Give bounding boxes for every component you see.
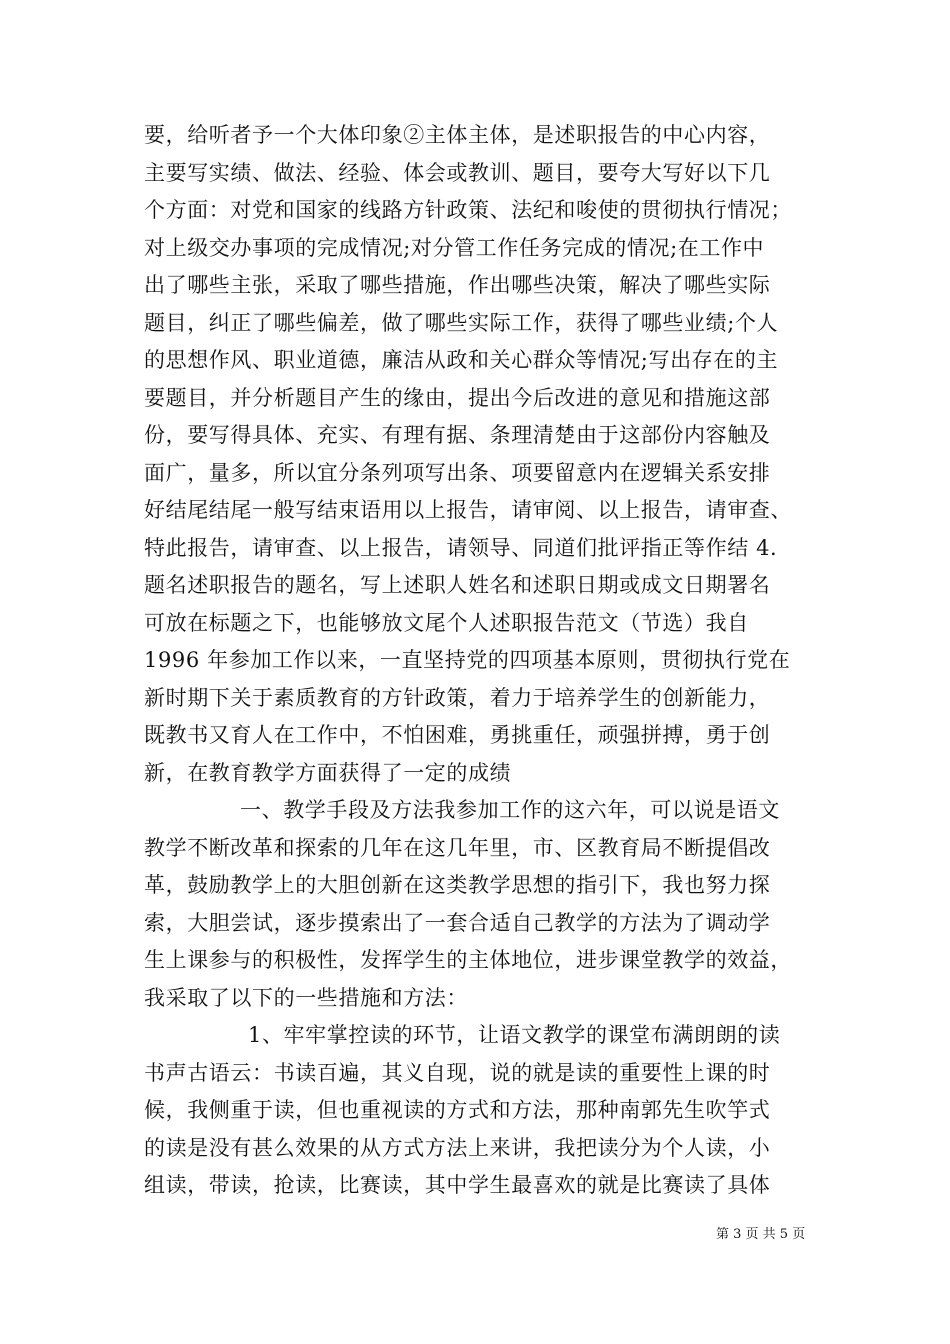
text-line: 好结尾结尾一般写结束语用以上报告，请审阅、以上报告，请审查、 bbox=[144, 498, 792, 522]
section-heading-line: 一、教学手段及方法我参加工作的这六年，可以说是语文 bbox=[240, 798, 780, 822]
text-line: 组读，带读，抢读，比赛读，其中学生最喜欢的就是比赛读了具体 bbox=[144, 1173, 771, 1197]
text-line: 可放在标题之下，也能够放文尾个人述职报告范文（节选）我自 bbox=[144, 610, 749, 635]
text-line: 我采取了以下的一些措施和方法： bbox=[144, 985, 468, 1010]
text-line: 的读是没有甚么效果的从方式方法上来讲，我把读分为个人读，小 bbox=[144, 1135, 771, 1160]
text-line: 生上课参与的积极性，发挥学生的主体地位，进步课堂教学的效益， bbox=[144, 948, 792, 972]
text-line: 的思想作风、职业道德，廉洁从政和关心群众等情况;写出存在的主 bbox=[144, 348, 779, 372]
text-line: 书声古语云：书读百遍，其义自现，说的就是读的重要性上课的时 bbox=[144, 1060, 771, 1085]
text-line: 既教书又育人在工作中，不怕困难，勇挑重任，顽强拼搏，勇于创 bbox=[144, 723, 771, 747]
text-line: 要题目，并分析题目产生的缘由，提出今后改进的意见和措施这部 bbox=[144, 385, 771, 410]
text-line: 索，大胆尝试，逐步摸索出了一套合适自己教学的方法为了调动学 bbox=[144, 910, 771, 935]
text-line: 份，要写得具体、充实、有理有据、条理清楚由于这部份内容触及 bbox=[144, 423, 771, 447]
body-text bbox=[144, 117, 824, 1205]
text-line: 特此报告，请审查、以上报告，请领导、同道们批评指正等作结 4. bbox=[144, 535, 778, 560]
text-line: 主要写实绩、做法、经验、体会或教训、题目，要夸大写好以下几 bbox=[144, 160, 771, 185]
text-line: 教学不断改革和探索的几年在这几年里，市、区教育局不断提倡改 bbox=[144, 835, 771, 860]
text-line: 题名述职报告的题名，写上述职人姓名和述职日期或成文日期署名 bbox=[144, 573, 771, 597]
text-line: 个方面：对党和国家的线路方针政策、法纪和唆使的贯彻执行情况； bbox=[144, 198, 792, 222]
text-line: 面广，量多，所以宜分条列项写出条、项要留意内在逻辑关系安排 bbox=[144, 460, 771, 485]
text-line: 要，给听者予一个大体印象②主体主体，是述职报告的中心内容， bbox=[144, 123, 771, 147]
text-line: 出了哪些主张，采取了哪些措施，作出哪些决策，解决了哪些实际 bbox=[144, 273, 771, 297]
page-number: 第 3 页 共 5 页 bbox=[716, 1227, 806, 1242]
text-line: 对上级交办事项的完成情况;对分管工作任务完成的情况;在工作中 bbox=[144, 235, 765, 260]
text-line: 候，我侧重于读，但也重视读的方式和方法，那种南郭先生吹竽式 bbox=[144, 1098, 771, 1122]
numbered-item-line: 1、牢牢掌控读的环节，让语文教学的课堂布满朗朗的读 bbox=[248, 1023, 781, 1047]
text-line: 革，鼓励教学上的大胆创新在这类教学思想的指引下，我也努力探 bbox=[144, 873, 771, 897]
text-line: 新，在教育教学方面获得了一定的成绩 bbox=[144, 760, 512, 785]
text-line: 1996 年参加工作以来，一直坚持党的四项基本原则，贯彻执行党在 bbox=[144, 648, 791, 672]
text-line: 题目，纠正了哪些偏差，做了哪些实际工作，获得了哪些业绩;个人 bbox=[144, 310, 779, 335]
text-line: 新时期下关于素质教育的方针政策，着力于培养学生的创新能力， bbox=[144, 685, 771, 710]
